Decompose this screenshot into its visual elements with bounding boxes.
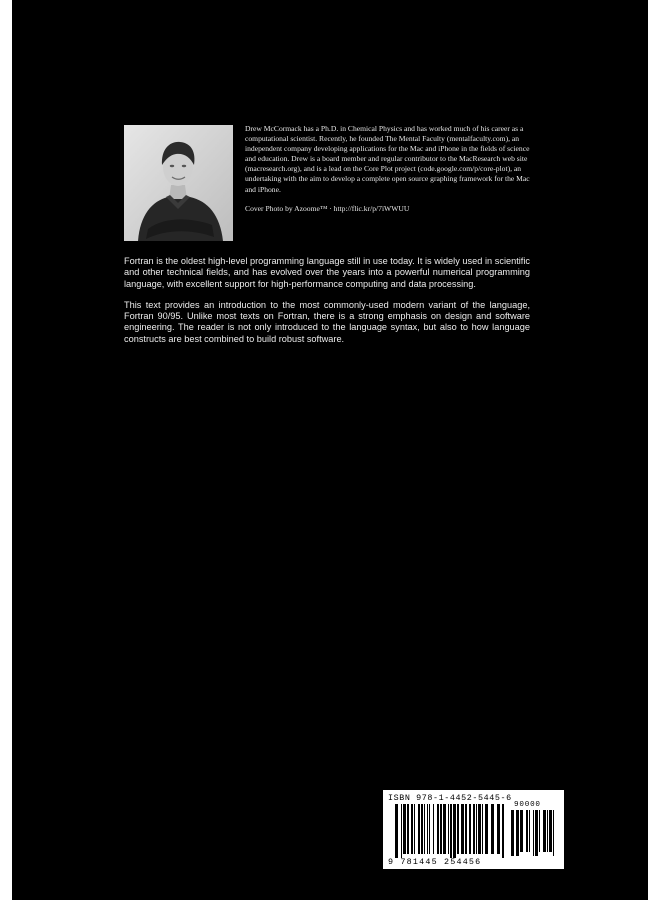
photo-credit: Cover Photo by Azoome™ · http://flic.kr/p/7iWWUU [245, 203, 410, 213]
book-blurb [124, 256, 530, 355]
ean-digits: 9 781445 254456 [388, 857, 482, 867]
author-portrait-icon [124, 125, 233, 241]
author-bio-text: Drew McCormack has a Ph.D. in Chemical Physics and has worked much of his career as a computational scientist. Recently, he founded The Mental Faculty (mentalfaculty.com), an independent company developing applications for the Mac and iPhone in the fields of science and education. Drew is a board member and regular contributor to the MacResearch web site (macresearch.org), and is a lead on the Core Plot project (code.google.com/p/core-plot), an undertaking with the aim to develop a complete open source graphing framework for the Mac and iPhone. [245, 124, 530, 194]
author-photo [124, 125, 233, 241]
author-bio [245, 124, 530, 223]
blurb-paragraph-1: Fortran is the oldest high-level programming language still in use today. It is widely used in scientific and other technical fields, and has evolved over the years into a powerful numerical programming language, with excellent support for high-performance computing and data processing. [124, 256, 530, 289]
isbn-text: ISBN 978-1-4452-5445-6 [388, 793, 512, 803]
isbn-barcode [383, 790, 564, 869]
blurb-paragraph-2: This text provides an introduction to the most commonly-used modern variant of the language, Fortran 90/95. Unlike most texts on Fortran, there is a strong emphasis on design and software engineering. The reader is not only introduced to the language syntax, but also to how language constructs are best combined to build robust software. [124, 299, 530, 344]
barcode-icon [395, 804, 507, 858]
price-code: 90000 [514, 801, 541, 809]
barcode-addon-icon [511, 810, 557, 856]
